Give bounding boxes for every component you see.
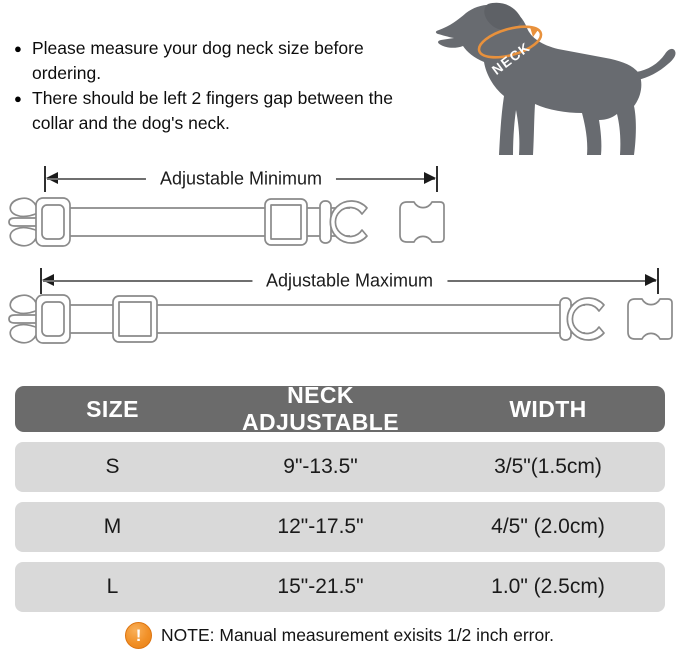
width-value: 1.0" (2.5cm) <box>491 575 605 598</box>
table-row-m <box>15 502 665 552</box>
size-table <box>15 382 665 612</box>
size-value: S <box>105 455 120 478</box>
measure-tick <box>657 268 659 294</box>
collar-diagram-maximum <box>0 292 679 350</box>
instructions <box>14 36 436 136</box>
instruction-text: There should be left 2 fingers gap between the collar and the dog's neck. <box>32 88 393 133</box>
width-value: 4/5" (2.0cm) <box>491 515 605 538</box>
size-value: L <box>106 575 119 598</box>
adjustable-minimum-measure <box>44 166 438 192</box>
measure-label: Adjustable Maximum <box>252 271 447 292</box>
bullet-icon: ● <box>14 41 22 56</box>
warning-exclamation-icon: ! <box>125 622 152 649</box>
buckle-male-icon <box>9 198 70 246</box>
d-ring-icon <box>567 298 604 340</box>
collar-strap <box>70 305 113 333</box>
instruction-line <box>14 86 436 136</box>
table-row-l <box>15 562 665 612</box>
size-value: M <box>103 515 122 538</box>
buckle-male-icon <box>9 295 70 343</box>
width-value: 3/5"(1.5cm) <box>494 455 602 478</box>
note <box>0 622 679 649</box>
measure-tick <box>436 166 438 192</box>
instruction-text: Please measure your dog neck size before ordering. <box>32 38 364 83</box>
neck-adjustable-value: 9"-13.5" <box>283 455 358 478</box>
tri-glide-slider-icon <box>113 296 157 342</box>
d-ring-icon <box>330 201 367 243</box>
table-row-s <box>15 442 665 492</box>
dog-illustration <box>430 0 679 164</box>
neck-adjustable-value: 15"-21.5" <box>277 575 364 598</box>
measure-label: Adjustable Minimum <box>146 169 336 190</box>
neck-adjustable-value: 12"-17.5" <box>277 515 364 538</box>
dog-silhouette-svg <box>430 0 679 164</box>
arrow-right-icon <box>645 274 657 286</box>
keeper-loop-icon <box>320 201 331 243</box>
header-cell-width: WIDTH <box>509 395 587 422</box>
collar-strap <box>70 208 265 236</box>
arrow-right-icon <box>424 172 436 184</box>
adjustable-maximum-measure <box>40 268 659 294</box>
neck-label: NECK <box>489 39 534 78</box>
collar-diagram-minimum <box>0 195 448 253</box>
header-cell-neck-adjustable: NECK ADJUSTABLE <box>242 382 399 435</box>
buckle-female-icon <box>400 202 444 242</box>
collar-strap <box>157 305 560 333</box>
tri-glide-slider-icon <box>265 199 307 245</box>
header-cell-size: SIZE <box>86 395 139 422</box>
dog-silhouette <box>436 5 641 155</box>
dog-tail <box>636 49 676 80</box>
buckle-female-icon <box>628 299 672 339</box>
note-text: NOTE: Manual measurement exisits 1/2 inch error. <box>161 625 554 645</box>
bullet-icon: ● <box>14 91 22 106</box>
instruction-line <box>14 36 436 86</box>
size-table-header <box>15 382 665 435</box>
